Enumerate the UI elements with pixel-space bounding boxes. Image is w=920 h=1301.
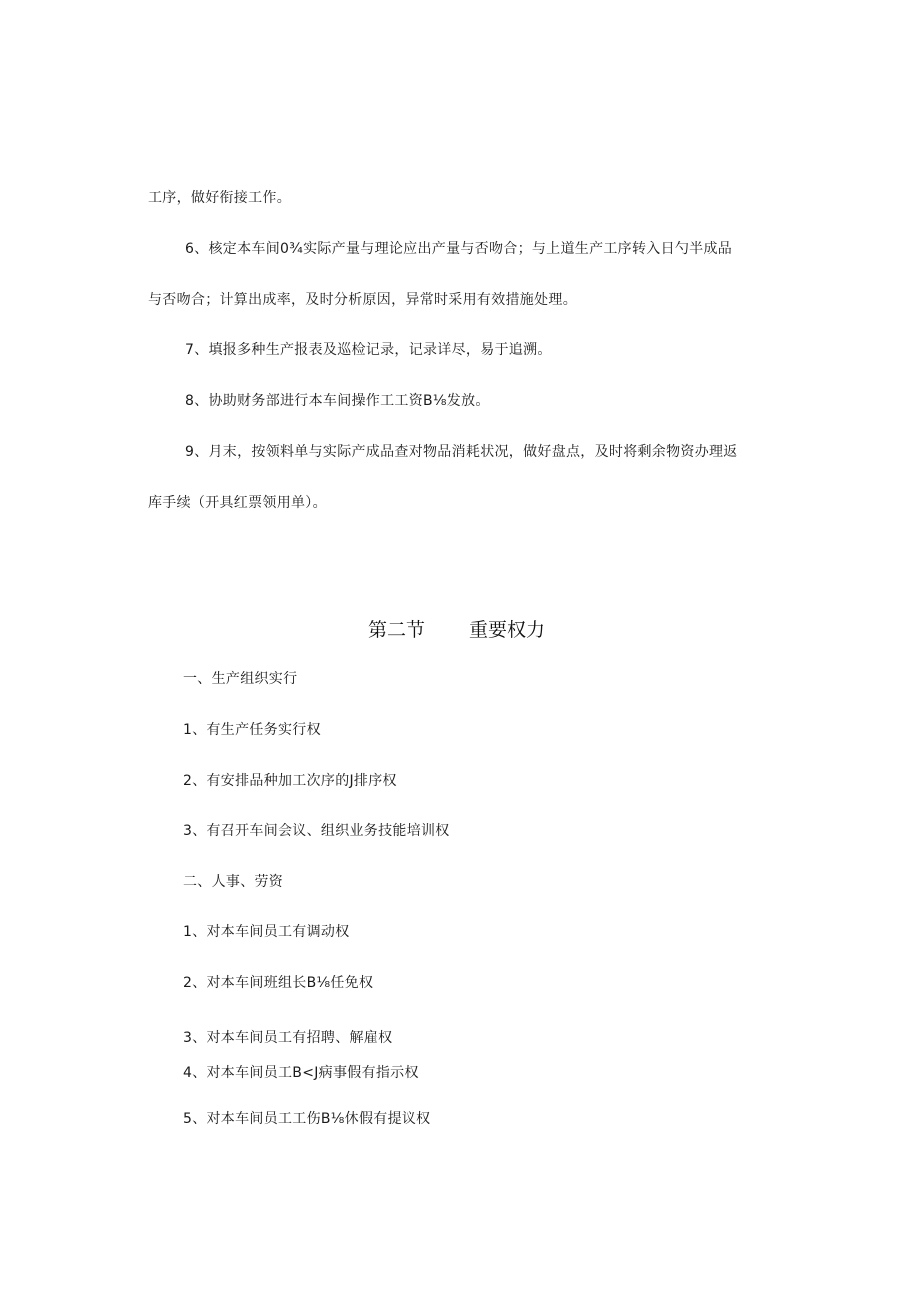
list-item: 2、对本车间班组长B⅛任免权 bbox=[183, 975, 374, 991]
section-number: 第二节 bbox=[368, 619, 426, 641]
list-item: 4、对本车间员工B<J病事假有指示权 bbox=[183, 1065, 419, 1081]
paragraph-line: 8、协助财务部进行本车间操作工工资B⅛发放。 bbox=[185, 393, 490, 409]
paragraph-line: 与否吻合；计算出成率，及时分析原因，异常时采用有效措施处理。 bbox=[148, 292, 577, 308]
paragraph-line: 工序，做好衔接工作。 bbox=[148, 190, 291, 206]
section-heading bbox=[368, 617, 545, 643]
list-item: 1、有生产任务实行权 bbox=[183, 722, 321, 738]
list-item: 1、对本车间员工有调动权 bbox=[183, 924, 350, 940]
paragraph-line: 库手续（开具红票领用单）。 bbox=[148, 495, 327, 511]
list-item: 5、对本车间员工工伤B⅛休假有提议权 bbox=[183, 1111, 431, 1127]
list-item: 2、有安排品种加工次序的J排序权 bbox=[183, 773, 397, 789]
subsection-heading: 一、生产组织实行 bbox=[183, 671, 298, 687]
paragraph-line: 9、月末，按领料单与实际产成品查对物品消耗状况，做好盘点，及时将剩余物资办理返 bbox=[185, 444, 738, 460]
paragraph-line: 7、填报多种生产报表及巡检记录，记录详尽，易于追溯。 bbox=[185, 342, 552, 358]
paragraph-line: 6、核定本车间0¾实际产量与理论应出产量与否吻合；与上道生产工序转入日勺半成品 bbox=[185, 241, 733, 257]
list-item: 3、对本车间员工有招聘、解雇权 bbox=[183, 1030, 393, 1046]
subsection-heading: 二、人事、劳资 bbox=[183, 874, 284, 890]
list-item: 3、有召开车间会议、组织业务技能培训权 bbox=[183, 823, 450, 839]
section-title: 重要权力 bbox=[469, 619, 546, 641]
